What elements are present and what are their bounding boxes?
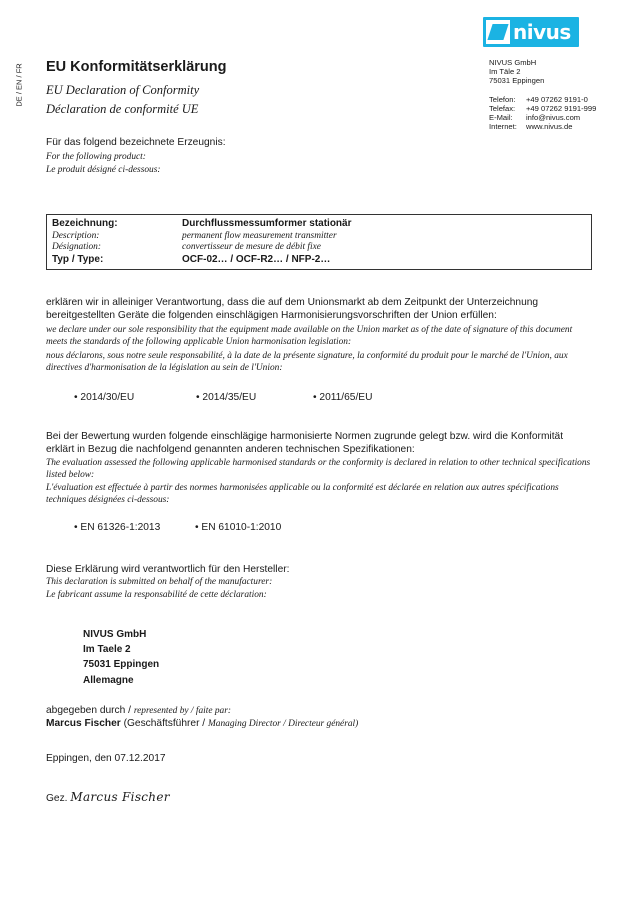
logo-wordmark: nivus: [513, 20, 571, 44]
list-item: • 2014/35/EU: [196, 392, 257, 403]
manufacturer-address: [83, 627, 159, 688]
evaluation-german: Bei der Bewertung wurden folgende einschlägige harmonisierte Normen zugrunde gelegt bzw. wird die Konformität erklärt in Bezug die nachfolgend genannten anderen technischen Spezifikationen:: [46, 431, 564, 456]
representative-role-german: (Geschäftsführer /: [123, 718, 206, 730]
list-item: • EN 61326-1:2013: [74, 522, 161, 533]
company-street: Im Täle 2: [489, 66, 521, 76]
product-intro: [46, 136, 586, 176]
representative-block: [46, 704, 586, 731]
intro-german: Für das folgend bezeichnete Erzeugnis:: [46, 137, 226, 148]
declaration-english: we declare under our sole responsibility that the equipment made available on the Union market as of the date of signature of this document meets the standards of the following applicable Union harmonisation legislation:: [46, 324, 573, 348]
designation-fr-label: Désignation:: [52, 242, 101, 253]
title-english: EU Declaration of Conformity: [46, 83, 200, 98]
standards-list: [74, 521, 281, 534]
type-label: Typ / Type:: [52, 254, 104, 265]
language-codes: DE / EN / FR: [14, 63, 24, 107]
title-french: Déclaration de conformité UE: [46, 101, 199, 116]
evaluation-french: L'évaluation est effectuée à partir des normes harmonisées applicable ou la conformité est déclarée en relation aux autres spécifications techniques désignées ci-dessous:: [46, 482, 559, 506]
company-address: [489, 59, 619, 86]
product-row-type: [47, 254, 591, 269]
language-side-label: [12, 56, 32, 116]
description-value: permanent flow measurement transmitter: [182, 230, 337, 241]
description-label: Description:: [52, 230, 100, 241]
company-name: NIVUS GmbH: [489, 58, 537, 67]
company-city: 75031 Eppingen: [489, 75, 545, 85]
designation-label: Bezeichnung:: [52, 218, 118, 229]
product-table: [46, 214, 592, 270]
manufacturer-intro-french: Le fabricant assume la responsabilité de cette déclaration:: [46, 589, 267, 600]
signature-line: [46, 790, 170, 806]
evaluation-statement: [46, 430, 594, 507]
declaration-german: erklären wir in alleiniger Verantwortung, dass die auf dem Unionsmarkt ab dem Zeitpunkt der Unterzeichnung bereitgestellten Geräte die folgenden einschlägigen Harmonisierungsvorschriften der Union erfüllen:: [46, 297, 539, 322]
manufacturer-statement: [46, 563, 586, 601]
nivus-logo: [483, 17, 579, 47]
designation-fr-value: convertisseur de mesure de débit fixe: [182, 242, 321, 253]
manufacturer-intro-english: This declaration is submitted on behalf of the manufacturer:: [46, 577, 273, 588]
handwritten-signature: Marcus Fischer: [70, 790, 170, 804]
manufacturer-country: Allemagne: [83, 674, 134, 686]
declaration-statement: [46, 296, 594, 376]
product-row-description: [47, 231, 591, 243]
declaration-french: nous déclarons, sous notre seule responsabilité, à la date de la présente signature, la conformité du produit pour le marché de l'Union, aux directives d'harmonisation de la législation au sein de l'Union:: [46, 350, 568, 374]
manufacturer-name: NIVUS GmbH: [83, 629, 147, 640]
representative-line: [46, 717, 586, 730]
product-row-designation-fr: [47, 242, 591, 254]
intro-french: Le produit désigné ci-dessous:: [46, 164, 161, 175]
company-contacts: [489, 96, 629, 132]
manufacturer-city: 75031 Eppingen: [83, 659, 160, 671]
product-row-designation: [47, 215, 591, 231]
contact-phone: Telefon: +49 07262 9191-0: [489, 95, 588, 104]
signature-label: Gez.: [46, 793, 68, 804]
representative-role-english-french: Managing Director / Directeur général): [207, 719, 359, 730]
represented-by-german: abgegeben durch /: [46, 705, 131, 716]
represented-by-english-french: represented by / faite par:: [133, 706, 232, 716]
representative-name: Marcus Fischer: [46, 718, 121, 730]
contact-website: Internet: www.nivus.de: [489, 121, 573, 131]
document-title: [46, 58, 376, 119]
type-value: OCF-02… / OCF-R2… / NFP-2…: [182, 254, 331, 265]
manufacturer-intro-german: Diese Erklärung wird verantwortlich für den Hersteller:: [46, 564, 290, 575]
evaluation-english: The evaluation assessed the following applicable harmonised standards or the conformity is declared in relation to other technical specifications listed below:: [46, 457, 591, 481]
logo-mark-icon: [486, 20, 510, 44]
directive-list: [74, 391, 372, 404]
list-item: • 2011/65/EU: [313, 392, 373, 403]
title-german: EU Konformitätserklärung: [46, 59, 227, 75]
place-and-date: Eppingen, den 07.12.2017: [46, 753, 166, 764]
list-item: • EN 61010-1:2010: [195, 522, 282, 533]
designation-value: Durchflussmessumformer stationär: [182, 218, 352, 229]
contact-email: E-Mail: info@nivus.com: [489, 112, 581, 122]
contact-fax: Telefax: +49 07262 9191-999: [489, 103, 597, 113]
manufacturer-street: Im Taele 2: [83, 644, 131, 656]
represented-by-line: [46, 704, 586, 717]
intro-english: For the following product:: [46, 152, 146, 163]
list-item: • 2014/30/EU: [74, 392, 135, 403]
